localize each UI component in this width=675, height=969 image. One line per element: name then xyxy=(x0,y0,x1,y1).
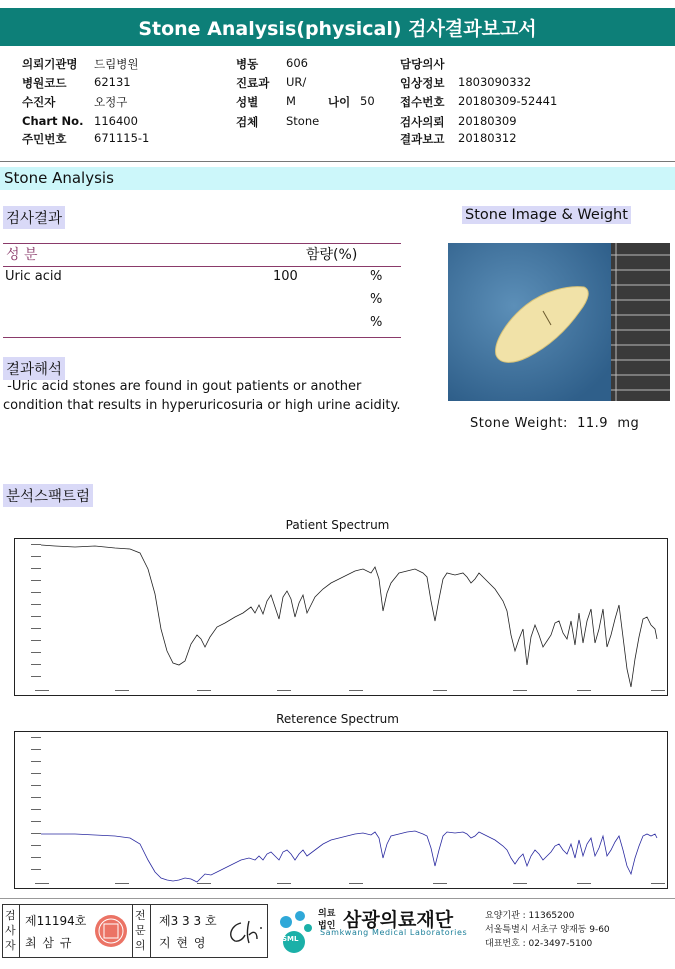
image-header xyxy=(462,206,631,224)
patient-spectrum-plot xyxy=(15,539,667,695)
sml-logo-text: SML xyxy=(282,935,299,943)
info-row: 임상정보 1803090332 xyxy=(400,75,532,90)
info-row: 병원코드 62131 xyxy=(22,75,131,90)
org-addr-1: 요양기관 : 11365200 xyxy=(485,911,575,921)
section-stone-analysis xyxy=(0,167,675,190)
report-title: Stone Analysis(physical) 검사결과보고서 xyxy=(138,17,537,40)
label-divider xyxy=(132,905,133,957)
reference-spectrum-chart xyxy=(14,731,668,889)
label-divider xyxy=(19,905,20,957)
info-col1 xyxy=(22,56,222,150)
interpretation-line: condition that results in hyperuricosuria or high urine acidity. xyxy=(3,398,401,413)
specialist-signature-icon xyxy=(221,915,265,949)
stone-image xyxy=(448,243,670,401)
reference-spectrum-title: Reterence Spectrum xyxy=(276,712,399,726)
footer-divider xyxy=(0,898,675,899)
info-row: 접수번호 20180309-52441 xyxy=(400,94,558,109)
table-row-value: 100 xyxy=(273,269,298,284)
spectrum-header xyxy=(3,484,93,507)
info-row: 담당의사 xyxy=(400,57,445,71)
reference-spectrum-plot xyxy=(15,732,667,888)
info-col2 xyxy=(236,56,386,133)
info-row: 병동 606 xyxy=(236,56,308,71)
examiner-label: 검사자 xyxy=(5,909,16,952)
table-row-unit: % xyxy=(370,292,383,307)
org-small: 의료 법인 xyxy=(318,909,336,931)
info-row: 주민번호 671115-1 xyxy=(22,131,150,146)
info-row: 의뢰기관명 드림병원 xyxy=(22,57,139,71)
table-row-unit: % xyxy=(370,315,383,330)
table-row-name: Uric acid xyxy=(5,269,62,284)
info-col3 xyxy=(400,56,630,150)
signature-box xyxy=(2,904,268,958)
specialist-label: 전문의 xyxy=(135,909,146,952)
info-row: 수진자 오정구 xyxy=(22,95,128,109)
table-header-content: 함량(%) xyxy=(306,247,358,263)
table-header-line xyxy=(3,266,401,267)
sml-logo-icon xyxy=(272,906,316,954)
info-divider xyxy=(0,161,675,162)
spectrum-header-text: 분석스팩트럼 xyxy=(6,489,91,505)
interpretation-line: -Uric acid stones are found in gout patients or another xyxy=(3,379,362,394)
interpretation-header xyxy=(3,357,65,380)
result-header-text: 검사결과 xyxy=(6,211,63,227)
info-row: 진료과 UR/ xyxy=(236,75,307,90)
examiner-seal-icon xyxy=(93,913,129,949)
result-header xyxy=(3,206,65,229)
org-addr-3: 대표번호 : 02-3497-5100 xyxy=(485,939,593,949)
interpretation-header-text: 결과해석 xyxy=(6,362,63,378)
section-title: Stone Analysis xyxy=(4,169,114,187)
table-bottom-line xyxy=(3,337,401,338)
examiner-no: 제11194호 xyxy=(25,914,87,928)
label-divider xyxy=(150,905,151,957)
info-row: 결과보고 20180312 xyxy=(400,131,517,146)
info-row: Chart No. 116400 xyxy=(22,114,138,128)
specialist-name: 지 현 영 xyxy=(159,936,207,950)
image-header-text: Stone Image & Weight xyxy=(465,207,628,223)
org-name: 삼광의료재단 xyxy=(343,909,454,931)
specialist-no: 제3 3 3 호 xyxy=(159,914,217,928)
patient-spectrum-chart xyxy=(14,538,668,696)
table-header-component: 성 분 xyxy=(6,247,38,263)
info-row: 성별 M 나이 50 xyxy=(236,94,375,109)
org-en: Samkwang Medical Laboratories xyxy=(320,928,468,937)
stone-weight: Stone Weight: 11.9 mg xyxy=(470,416,640,431)
info-row: 검사의뢰 20180309 xyxy=(400,114,517,129)
patient-spectrum-title: Patient Spectrum xyxy=(285,518,390,532)
org-addr-2: 서울특별시 서초구 양재동 9-60 xyxy=(485,925,610,935)
stone-photo xyxy=(448,243,670,401)
report-title-bar xyxy=(0,8,675,46)
examiner-name: 최 삼 규 xyxy=(25,936,73,950)
table-row-unit: % xyxy=(370,269,383,284)
info-row: 검체 Stone xyxy=(236,114,320,129)
